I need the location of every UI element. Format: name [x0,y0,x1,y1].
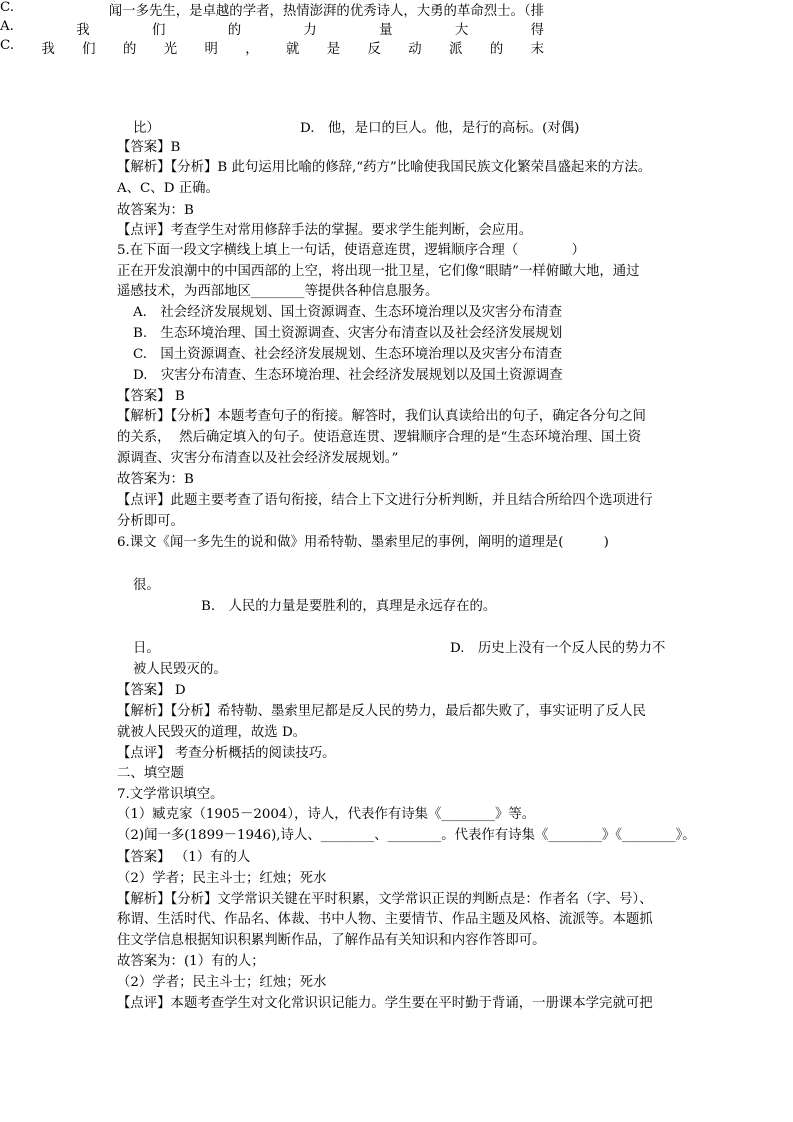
option-letter: A. [0,19,14,34]
option-char: ， [245,42,259,57]
q4-comment: 【点评】考查学生对常用修辞手法的掌握。要求学生能判断，会应用。 [117,223,533,238]
q4-answer: 【答案】B [117,140,181,155]
option-char: 我 [76,23,90,38]
option-char: 是 [326,42,341,57]
q5-comment-line1: 【点评】此题主要考查了语句衔接，结合上下文进行分析判断，并且结合所给四个选项进行 [117,493,653,508]
option-char: 派 [449,42,463,57]
q6-analysis-line1: 【解析】【分析】希特勒、墨索里尼都是反人民的势力，最后都失败了，事实证明了反人民 [117,704,646,719]
q6-option-a-line2: 很。 [133,578,160,593]
q7-analysis-line1: 【解析】【分析】文学常识关键在平时积累，文学常识正误的判断点是：作者名（字、号）、 [117,892,653,907]
q4-option-d: D. 他，是口的巨人。他，是行的高标。(对偶) [300,121,580,136]
option-char: 们 [151,23,166,38]
q6-option-a-line1 [0,19,544,38]
option-char: 反 [367,42,381,57]
option-letter: C. [0,38,15,53]
section-heading-fill-blank: 二、填空题 [117,766,184,781]
q4-option-c-line2: 比） [133,121,160,136]
q5-answer: 【答案】 B [117,389,185,404]
q4-final-answer: 故答案为：B [117,203,194,218]
q5-option-d: D. 灾害分布清查、生态环境治理、社会经济发展规划以及国土资源调查 [133,368,563,383]
q4-analysis-line2: A、C、D 正确。 [117,181,219,196]
q7-item-2: （2)闻一多(1899－1946),诗人、________、________。代表作有诗集《________》《________》。 [117,828,696,843]
option-char: 的 [122,42,137,57]
q7-stem: 7.文学常识填空。 [117,787,224,802]
q6-option-c-line2: 日。 [133,641,160,656]
q5-option-b: B. 生态环境治理、国土资源调查、灾害分布清查以及社会经济发展规划 [133,326,563,341]
q6-analysis-line2: 就被人民毁灭的道理，故选 D。 [117,725,307,740]
option-char: 得 [530,23,544,38]
q7-analysis-line3: 住文学信息根据知识积累判断作品，了解作品有关知识和内容作答即可。 [117,933,546,948]
q5-final-answer: 故答案为：B [117,472,194,487]
q5-analysis-line2: 的关系， 然后确定填入的句子。使语意连贯、逻辑顺序合理的是“生态环境治理、国土资 [117,430,642,445]
option-char: 量 [379,23,393,38]
q7-comment: 【点评】本题考查学生对文化常识识记能力。学生要在平时勤于背诵，一册课本学完就可把 [117,996,653,1011]
q6-stem: 6.课文《闻一多先生的说和做》用希特勒、墨索里尼的事例，阐明的道理是( ) [117,535,609,550]
q6-option-b: B. 人民的力量是要胜利的，真理是永远存在的。 [201,599,497,614]
q5-analysis-line3: 源调查、灾害分布清查以及社会经济发展规划。” [117,451,399,466]
option-char: 就 [286,42,300,57]
option-char: 们 [82,42,96,57]
q7-answer-line2: （2）学者；民主斗士；红烛；死水 [117,871,327,886]
q5-analysis-line1: 【解析】【分析】本题考查句子的衔接。解答时，我们认真读给出的句子，确定各分句之间 [117,409,646,424]
q5-passage-line1: 正在开发浪潮中的中国西部的上空，将出现一批卫星，它们像“眼睛”一样俯瞰大地，通过 [117,264,640,279]
q7-final-answer-line2: （2）学者；民主斗士；红烛；死水 [117,975,327,990]
q6-answer: 【答案】 D [117,683,186,698]
q6-option-d-line2: 被人民毁灭的。 [133,662,227,677]
q7-analysis-line2: 称谓、生活时代、作品名、体裁、书中人物、主要情节、作品主题及风格、流派等。本题抓 [117,912,653,927]
q4-analysis-line1: 【解析】【分析】B 此句运用比喻的修辞,“药方”比喻使我国民族文化繁荣昌盛起来的方法。 [117,160,652,175]
q6-comment: 【点评】 考查分析概括的阅读技巧。 [117,746,336,761]
q5-passage-line2: 遥感技术，为西部地区________等提供各种信息服务。 [117,284,439,299]
option-letter: C. [0,0,15,15]
q6-option-d: D. 历史上没有一个反人民的势力不 [450,641,666,656]
option-char: 的 [489,42,504,57]
option-char: 的 [227,23,242,38]
q6-option-c-line1 [0,38,544,57]
option-char: 末 [530,42,544,57]
option-char: 力 [303,23,317,38]
option-char: 光 [163,42,178,57]
option-char: 明 [204,42,218,57]
q7-answer-line1: 【答案】 （1）有的人 [117,850,251,865]
option-char: 我 [41,42,55,57]
option-text: 闻一多先生，是卓越的学者，热情澎湃的优秀诗人，大勇的革命烈士。（排 [108,4,544,19]
option-char: 动 [408,42,422,57]
q7-item-1: （1）臧克家（1905－2004），诗人，代表作有诗集《________》等。 [117,807,536,822]
option-char: 大 [454,23,469,38]
q7-final-answer-line1: 故答案为：(1）有的人； [117,954,265,969]
q5-option-a: A. 社会经济发展规划、国土资源调查、生态环境治理以及灾害分布清查 [133,305,563,320]
q4-option-c-line1 [0,0,544,19]
q5-option-c: C. 国土资源调查、社会经济发展规划、生态环境治理以及灾害分布清查 [133,347,563,362]
q5-comment-line2: 分析即可。 [117,514,184,529]
q5-stem: 5.在下面一段文字横线上填上一句话，使语意连贯，逻辑顺序合理（ ） [117,243,586,258]
